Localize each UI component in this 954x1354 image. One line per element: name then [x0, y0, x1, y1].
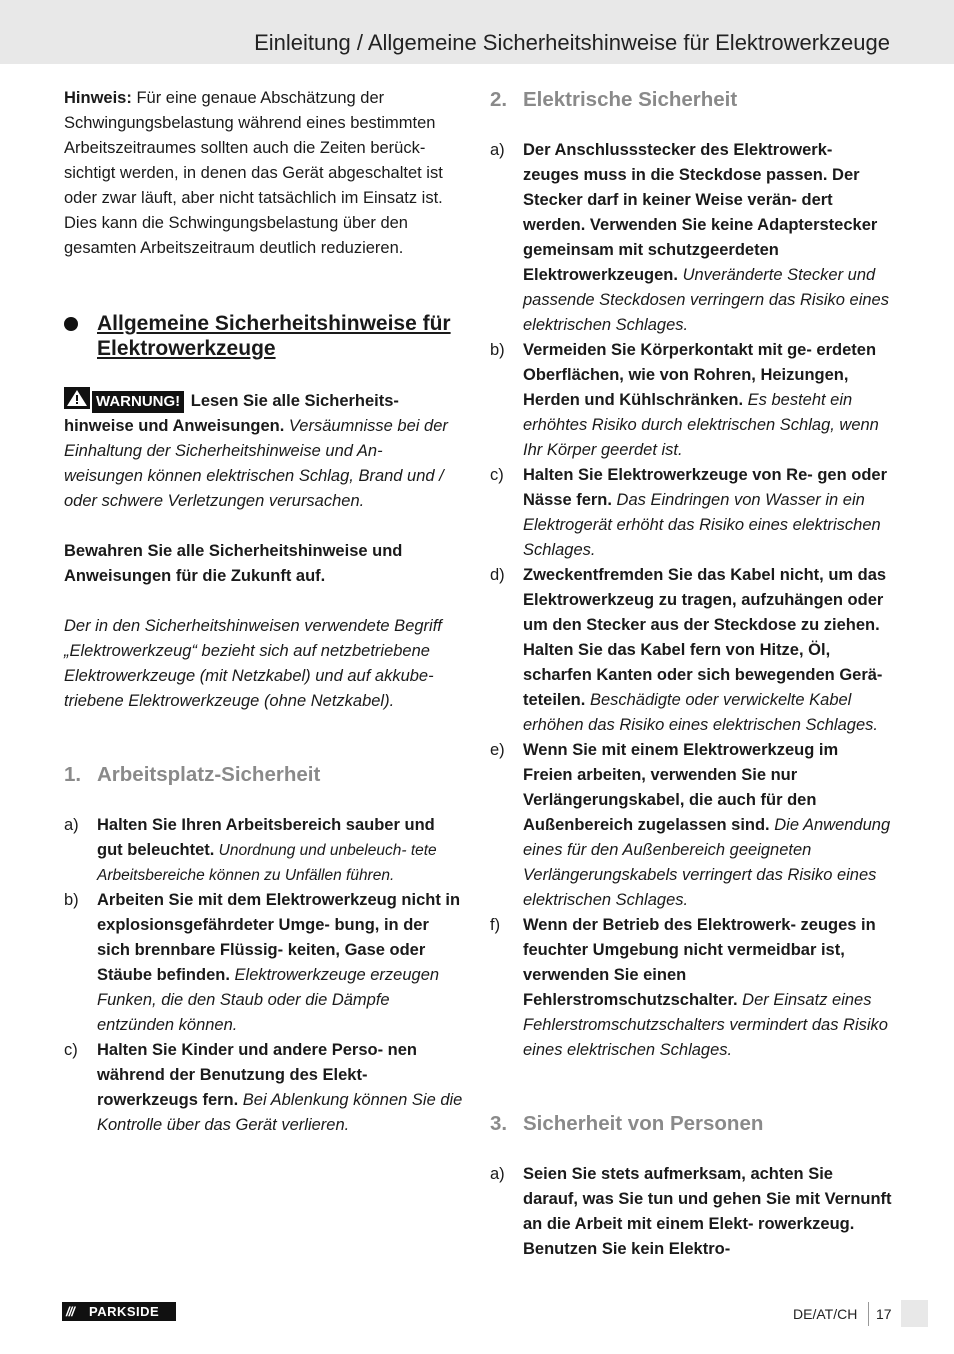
item-bold-text: Zweckentfremden Sie das Kabel nicht, um das Elektrowerkzeug zu tragen, aufzuhängen oder um den Stecker aus der Steckdose zu ziehen. Halten Sie das Kabel fern von Hitze, Öl, scharfen Kanten oder sich bewegenden Gerä- teteilen.: [523, 566, 887, 709]
item-label: f): [490, 916, 501, 934]
list-item: [64, 888, 464, 1038]
bullet-dot-icon: [64, 317, 78, 331]
list-item: [490, 738, 892, 913]
section-heading-2: [490, 86, 892, 114]
list-item: [490, 463, 892, 563]
item-bold-text: Arbeiten Sie mit dem Elektrowerkzeug nicht in explosionsgefährdeter Umge- bung, in der sich brennbare Flüssig- keiten, Gase oder Stäube befinden.: [97, 891, 461, 984]
list-item: [64, 1038, 464, 1138]
list-item: [490, 1162, 892, 1262]
item-bold-text: Halten Sie Elektrowerkzeuge von Re- gen oder Nässe fern.: [523, 466, 888, 509]
warning-triangle-icon: [64, 387, 90, 409]
logo-name: PARKSIDE: [89, 1304, 160, 1319]
section-title: Sicherheit von Personen: [523, 1112, 764, 1135]
section-heading-3: [490, 1110, 892, 1138]
list-item: [490, 563, 892, 738]
list-item: [490, 138, 892, 338]
list-item: [490, 913, 892, 1063]
section-title: Arbeitsplatz-Sicherheit: [97, 763, 321, 786]
warning-italic-text: Versäumnisse bei der Einhaltung der Sicherheitshinweise und An- weisungen können elektrischen Schlag, Brand und / oder schwere Verletzungen verursachen.: [64, 417, 448, 510]
item-bold-text: Wenn der Betrieb des Elektrowerk- zeuges in feuchter Umgebung nicht vermeidbar ist, verwenden Sie einen Fehlerstromschutzschalter.: [523, 916, 876, 1009]
list-item: [490, 338, 892, 463]
item-italic-text: Der Einsatz eines Fehlerstromschutzschalters vermindert das Risiko eines elektrischen Schlages.: [523, 991, 888, 1059]
warning-paragraph: [64, 387, 464, 514]
section-title: Elektrische Sicherheit: [523, 88, 738, 111]
note-text: Für eine genaue Abschätzung der Schwingungsbelastung während eines bestimmten Arbeitszeitraumes sollten auch die Zeiten berück- sichtigt werden, in denen das Gerät abgeschaltet ist oder zwar läuft, aber nicht tatsächlich im Einsatz ist. Dies kann die Schwingungsbelastung über den gesamten Arbeitszeitraum deutlich reduzieren.: [64, 89, 443, 257]
footer-tab-box: [901, 1300, 928, 1327]
page-header-title: Einleitung / Allgemeine Sicherheitshinweise für Elektrowerkzeuge: [254, 30, 890, 55]
footer-divider: [868, 1302, 869, 1326]
list-item: [64, 813, 464, 888]
item-italic-text: Es besteht ein erhöhtes Risiko durch elektrischen Schlag, wenn Ihr Körper geerdet ist.: [523, 391, 879, 459]
keep-instructions-text: Bewahren Sie alle Sicherheitshinweise und Anweisungen für die Zukunft auf.: [64, 542, 403, 585]
page-number: 17: [876, 1306, 892, 1322]
section-number: 1.: [64, 763, 82, 786]
item-label: a): [64, 816, 79, 834]
item-italic-text: Das Eindringen von Wasser in ein Elektrogerät erhöht das Risiko eines elektrischen Schlages.: [523, 491, 881, 559]
item-bold-text: Vermeiden Sie Körperkontakt mit ge- erdeten Oberflächen, wie von Rohren, Heizungen, Herden und Kühlschränken.: [523, 341, 877, 409]
parkside-logo: [62, 1302, 176, 1321]
item-bold-text: Halten Sie Kinder und andere Perso- nen während der Benutzung des Elekt- rowerkzeugs fern.: [97, 1041, 417, 1109]
footer-locale: DE/AT/CH: [793, 1306, 858, 1322]
item-label: d): [490, 566, 505, 584]
item-label: c): [64, 1041, 78, 1059]
left-column: [64, 86, 464, 1138]
general-safety-heading-text: Allgemeine Sicherheitshinweise für Elektrowerkzeuge: [97, 312, 451, 360]
section-number: 2.: [490, 88, 508, 111]
general-safety-heading: [64, 311, 464, 361]
item-label: c): [490, 466, 504, 484]
item-label: e): [490, 741, 505, 759]
item-italic-text: Unordnung und unbeleuch- tete Arbeitsbereiche können zu Unfällen führen.: [97, 842, 437, 884]
warning-bold-text: Lesen Sie alle Sicherheits- hinweise und Anweisungen.: [64, 392, 399, 435]
term-definition-text: Der in den Sicherheitshinweisen verwendete Begriff „Elektrowerkzeug“ bezieht sich auf netzbetriebene Elektrowerkzeuge (mit Netzkabel) und auf akkube- triebene Elektrowerkzeuge (ohne Netzkabel).: [64, 617, 442, 710]
item-label: a): [490, 141, 505, 159]
section-heading-1: [64, 761, 464, 789]
item-bold-text: Der Anschlussstecker des Elektrowerk- zeuges muss in die Steckdose passen. Der Stecker darf in keiner Weise verän- dert werden. Verwenden Sie keine Adapterstecker gemeinsam mit schutzgeerdeten Elektrowerkzeugen.: [523, 141, 878, 284]
item-bold-text: Wenn Sie mit einem Elektrowerkzeug im Freien arbeiten, verwenden Sie nur Verlängerungskabel, die auch für den Außenbereich zugelassen sind.: [523, 741, 839, 834]
section-number: 3.: [490, 1112, 508, 1135]
item-italic-text: Elektrowerkzeuge erzeugen Funken, die den Staub oder die Dämpfe entzünden können.: [97, 966, 440, 1034]
item-italic-text: Beschädigte oder verwickelte Kabel erhöhen das Risiko eines elektrischen Schlages.: [523, 691, 878, 734]
item-label: b): [64, 891, 79, 909]
warning-badge: WARNUNG!: [92, 391, 184, 413]
right-column: [490, 86, 892, 1262]
item-italic-text: Bei Ablenkung können Sie die Kontrolle über das Gerät verlieren.: [97, 1091, 463, 1134]
item-bold-text: Halten Sie Ihren Arbeitsbereich sauber und gut beleuchtet.: [97, 816, 435, 859]
item-label: b): [490, 341, 505, 359]
item-italic-text: Die Anwendung eines für den Außenbereich geeigneten Verlängerungskabels verringert das Risiko eines elektrischen Schlages.: [523, 816, 891, 909]
item-label: a): [490, 1165, 505, 1183]
item-italic-text: Unveränderte Stecker und passende Steckdosen verringern das Risiko eines elektrischen Schlages.: [523, 266, 889, 334]
logo-slashes: ///: [66, 1304, 74, 1319]
note-label: Hinweis:: [64, 89, 132, 107]
note-paragraph: [64, 86, 464, 261]
item-bold-text: Seien Sie stets aufmerksam, achten Sie darauf, was Sie tun und gehen Sie mit Vernunft an die Arbeit mit einem Elekt- rowerkzeug. Benutzen Sie kein Elektro-: [523, 1165, 892, 1258]
